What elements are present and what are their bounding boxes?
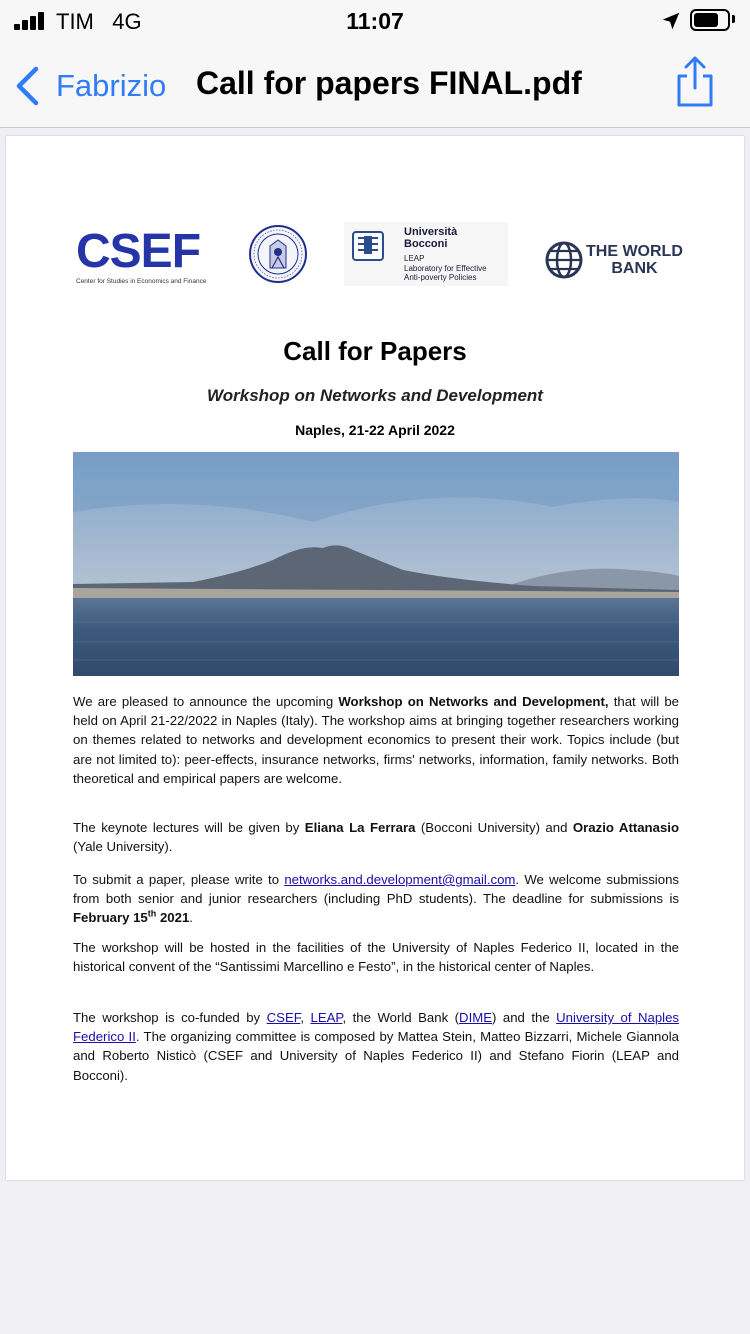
battery-level	[694, 13, 718, 27]
back-button[interactable]	[14, 64, 166, 108]
document-subtitle: Workshop on Networks and Development	[207, 386, 543, 405]
csef-logo-name: CSEF	[76, 225, 201, 278]
submission-paragraph	[73, 870, 679, 928]
keynote-speaker-2: Orazio Attanasio	[572, 820, 680, 835]
submission-text-2: . We welcome submissions from both senior and junior researchers (including PhD students). The deadline for submissions is	[73, 872, 679, 907]
funding-text-5: . The organizing committee is composed by Mattea Stein, Matteo Bizzarri, Michele Giannola and Roberto Nisticò (CSEF and University of Naples Federico II) and Stefano Fiorin (LEAP and Bocconi).	[73, 1029, 679, 1083]
submission-text-1: To submit a paper, please write to	[73, 872, 285, 887]
keynote-text-3: (Yale University).	[73, 839, 173, 855]
funding-text-2: ,	[300, 1010, 311, 1025]
venue-paragraph: The workshop will be hosted in the facilities of the University of Naples Federico II, located in the historical convent of the “Santissimi Marcellino e Festo”, in the historical center of Naples.	[73, 940, 679, 975]
csef-logo	[76, 225, 207, 285]
document-filename-title: Call for papers FINAL.pdf	[196, 65, 582, 101]
battery-cap	[732, 15, 735, 23]
funding-paragraph	[73, 1008, 679, 1085]
globe-icon	[544, 240, 584, 280]
carrier-name: TIM	[56, 9, 94, 34]
chevron-left-icon	[14, 66, 40, 106]
bocconi-name: Università Bocconi	[404, 226, 458, 250]
world-bank-logo	[544, 240, 683, 280]
naples-bay-photo	[73, 452, 679, 676]
csef-link[interactable]: CSEF	[266, 1010, 301, 1025]
network-type: 4G	[112, 9, 142, 34]
bocconi-leap-logo	[344, 222, 508, 286]
battery-icon	[690, 9, 730, 31]
document-date-location: Naples, 21-22 April 2022	[295, 422, 455, 438]
leap-subtitle: LEAP Laboratory for Effective Anti-poverty Policies	[404, 254, 487, 282]
bocconi-crest-icon	[348, 228, 388, 264]
share-icon[interactable]	[674, 56, 716, 108]
deadline-ordinal: th	[147, 909, 157, 920]
deadline-day: February 15	[73, 910, 148, 926]
keynote-speaker-1: Eliana La Ferrara	[304, 820, 416, 835]
keynote-paragraph	[73, 818, 679, 856]
funding-text-4: ) and the	[492, 1010, 557, 1025]
csef-logo-subtitle: Center for Studies in Economics and Finance	[76, 278, 207, 285]
keynote-text-2: (Bocconi University) and	[415, 820, 573, 835]
intro-workshop-name: Workshop on Networks and Development,	[338, 694, 609, 709]
logo-row	[6, 222, 744, 288]
dime-link[interactable]: DIME	[459, 1010, 493, 1025]
intro-text-2: that will be held on April 21-22/2022 in Naples (Italy). The workshop aims at bringing together researchers working on themes related to networks and development economics to present their work. Topics include (but are not limited to): peer-effects, insurance networks, firms' networks, information, family networks. Both theoretical and empirical papers are welcome.	[73, 694, 679, 786]
back-button-label: Fabrizio	[56, 68, 167, 103]
university-seal-logo	[248, 224, 308, 284]
pdf-page[interactable]	[6, 136, 744, 1180]
location-arrow-icon	[660, 10, 682, 32]
world-bank-name: THE WORLD BANK	[586, 243, 683, 277]
submission-text-3: .	[189, 910, 193, 926]
document-title: Call for Papers	[283, 336, 467, 366]
navigation-bar	[0, 42, 750, 128]
status-bar	[0, 0, 750, 42]
status-time: 11:07	[346, 8, 404, 34]
unina-link[interactable]: University of Naples Federico II	[73, 1010, 680, 1045]
leap-link[interactable]: LEAP	[310, 1010, 343, 1025]
deadline-date	[73, 910, 189, 925]
funding-text-1: The workshop is co-funded by	[73, 1010, 267, 1025]
funding-text-3: , the World Bank (	[342, 1010, 460, 1025]
intro-paragraph	[73, 692, 679, 788]
intro-text-1: We are pleased to announce the upcoming	[73, 694, 339, 709]
deadline-year: 2021	[156, 910, 190, 926]
keynote-text-1: The keynote lectures will be given by	[73, 820, 305, 835]
submission-email-link[interactable]: networks.and.development@gmail.com	[284, 872, 516, 887]
